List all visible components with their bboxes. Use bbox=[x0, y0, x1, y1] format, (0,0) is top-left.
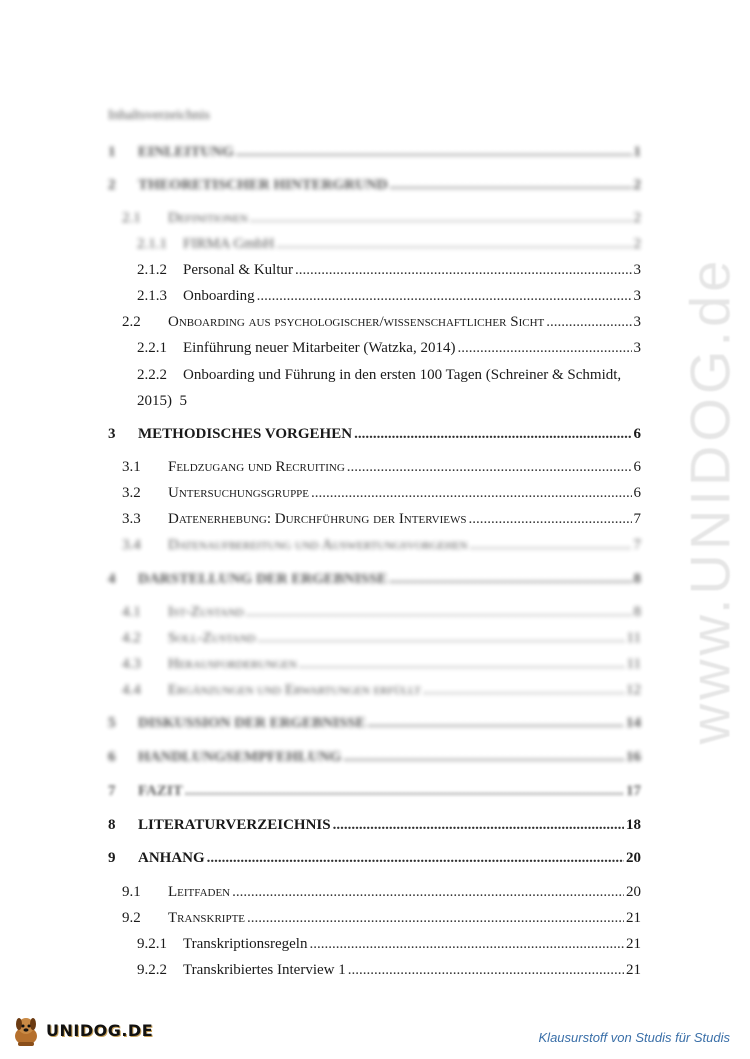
toc-entry[interactable]: 2.1 Definitionen ..... 2 bbox=[122, 209, 641, 227]
toc-entry[interactable]: 3.2 Untersuchungsgruppe ..... 6 bbox=[122, 484, 641, 502]
dog-mascot-icon bbox=[8, 1012, 44, 1048]
toc-entry[interactable]: 2.2.1 Einführung neuer Mitarbeiter (Watzka, 2014) ..... 3 bbox=[137, 339, 641, 357]
toc-entry[interactable]: 5 DISKUSSION DER ERGEBNISSE ..... 14 bbox=[108, 714, 641, 732]
toc-entry[interactable]: 2 THEORETISCHER HINTERGRUND ..... 2 bbox=[108, 176, 641, 194]
footer-tagline: Klausurstoff von Studis für Studis bbox=[538, 1030, 730, 1045]
toc-title: Inhaltsverzeichnis bbox=[108, 108, 210, 123]
toc-entry[interactable]: 4.2 Soll-Zustand ..... 11 bbox=[122, 629, 641, 647]
toc-entry[interactable]: 9.1 Leitfaden ..... 20 bbox=[122, 883, 641, 901]
watermark bbox=[640, 256, 750, 744]
watermark-text: www.UNIDOG.de bbox=[678, 256, 742, 744]
toc-entry[interactable]: 4.1 Ist-Zustand ..... 8 bbox=[122, 603, 641, 621]
toc-entry[interactable]: 3.4 Datenaufbereitung und Auswertungsvorgehen ..... 7 bbox=[122, 536, 641, 554]
toc-entry[interactable]: 6 HANDLUNGSEMPFEHLUNG ..... 16 bbox=[108, 748, 641, 766]
toc-entry[interactable]: 9.2.2 Transkribiertes Interview 1 ..... 21 bbox=[137, 961, 641, 979]
unidog-logo[interactable] bbox=[8, 1010, 153, 1050]
toc-entry[interactable]: 2.2 Onboarding aus psychologischer/wissenschaftlicher Sicht ..... 3 bbox=[122, 313, 641, 331]
toc-entry[interactable]: 9.2.1 Transkriptionsregeln ..... 21 bbox=[137, 935, 641, 953]
toc-entry[interactable]: 1 EINLEITUNG ..... 1 bbox=[108, 143, 641, 161]
toc-entry[interactable]: 2.1.2 Personal & Kultur ..... 3 bbox=[137, 261, 641, 279]
toc-entry[interactable]: 4.4 Ergänzungen und Erwartungen erfüllt ..... 12 bbox=[122, 681, 641, 699]
toc-entry[interactable]: 4.3 Herausforderungen ..... 11 bbox=[122, 655, 641, 673]
toc-entry[interactable]: 9.2 Transkripte ..... 21 bbox=[122, 909, 641, 927]
toc-entry[interactable]: 7 FAZIT ..... 17 bbox=[108, 782, 641, 800]
toc-entry[interactable]: 3.3 Datenerhebung: Durchführung der Interviews ..... 7 bbox=[122, 510, 641, 528]
toc-entry[interactable]: 9 ANHANG ..... 20 bbox=[108, 849, 641, 867]
toc-entry[interactable]: 2.1.3 Onboarding ..... 3 bbox=[137, 287, 641, 305]
logo-text: UNIDOG.DE bbox=[46, 1020, 154, 1040]
toc-entry[interactable]: 3 METHODISCHES VORGEHEN ..... 6 bbox=[108, 425, 641, 443]
toc-entry[interactable]: 2.1.1 FIRMA GmbH ..... 2 bbox=[137, 235, 641, 253]
toc-entry[interactable]: 8 LITERATURVERZEICHNIS ..... 18 bbox=[108, 816, 641, 834]
toc-entry-wrapped[interactable]: 2.2.2 Onboarding und Führung in den ersten 100 Tagen (Schreiner & Schmidt, 2015) 5 bbox=[137, 367, 622, 409]
toc-entry[interactable]: 4 DARSTELLUNG DER ERGEBNISSE ..... 8 bbox=[108, 570, 641, 588]
toc-entry[interactable]: 3.1 Feldzugang und Recruiting ..... 6 bbox=[122, 458, 641, 476]
